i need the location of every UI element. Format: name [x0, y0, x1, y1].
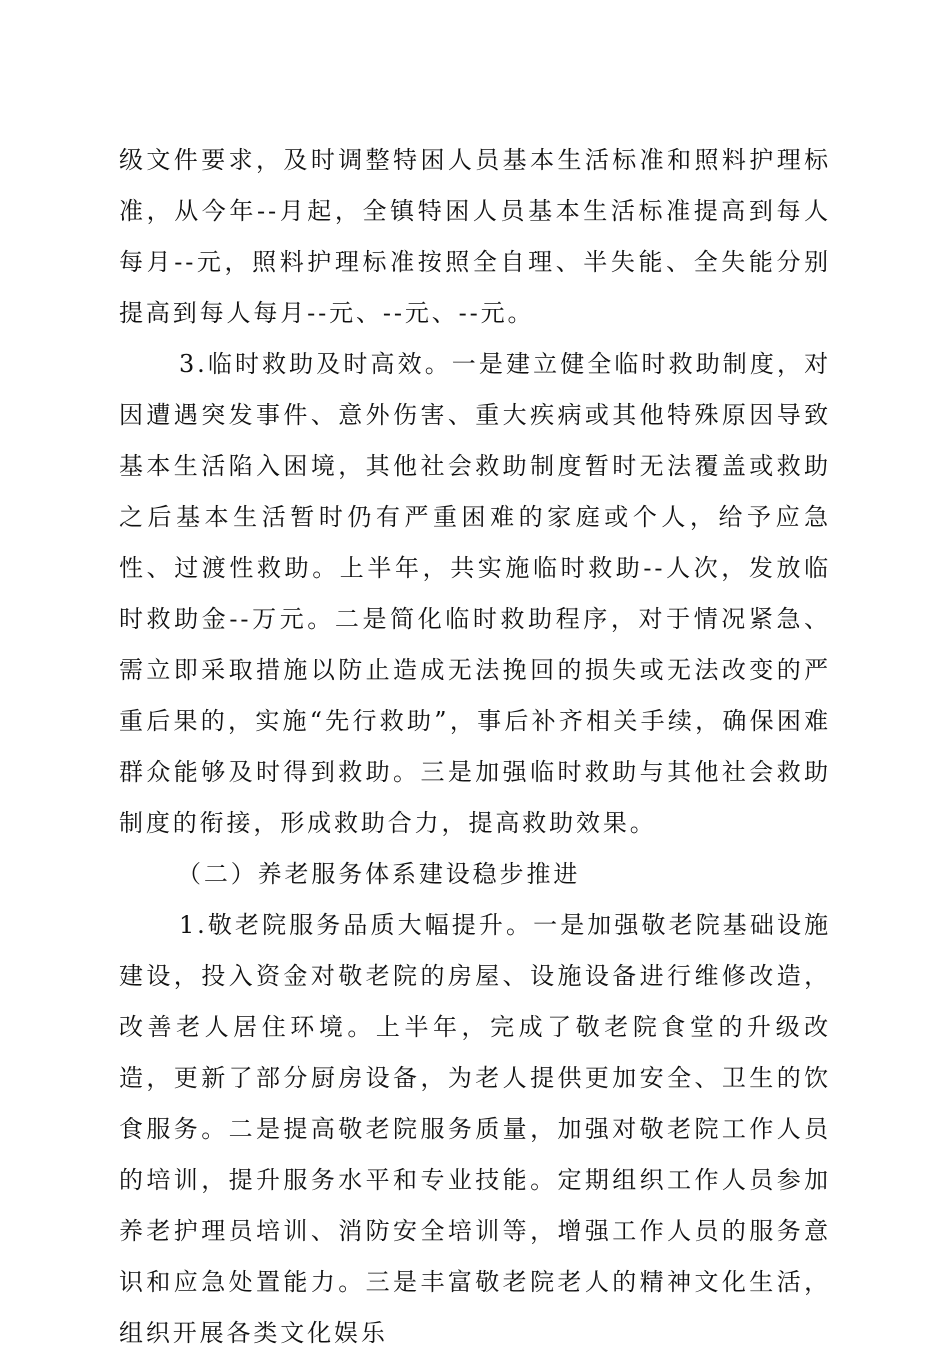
paragraph-nursing-home: 1.敬老院服务品质大幅提升。一是加强敬老院基础设施建设，投入资金对敬老院的房屋、设施设备进行维修改造，改善老人居住环境。上半年，完成了敬老院食堂的升级改造，更新了部分厨房设备，为老人提供更加安全、卫生的饮食服务。二是提高敬老院服务质量，加强对敬老院工作人员的培训，提升服务水平和专业技能。定期组织工作人员参加养老护理员培训、消防安全培训等，增强工作人员的服务意识和应急处置能力。三是丰富敬老院老人的精神文化生活，组织开展各类文化娱乐	[119, 911, 831, 1347]
section-heading-elderly-care: （二）养老服务体系建设稳步推进	[177, 860, 581, 888]
paragraph-temporary-assistance: 3.临时救助及时高效。一是建立健全临时救助制度，对因遭遇突发事件、意外伤害、重大疾病或其他特殊原因导致基本生活陷入困境，其他社会救助制度暂时无法覆盖或救助之后基本生活暂时仍有严重困难的家庭或个人，给予应急性、过渡性救助。上半年，共实施临时救助--人次，发放临时救助金--万元。二是简化临时救助程序，对于情况紧急、需立即采取措施以防止造成无法挽回的损失或无法改变的严重后果的，实施“先行救助”，事后补齐相关手续，确保困难群众能够及时得到救助。三是加强临时救助与其他社会救助制度的衔接，形成救助合力，提高救助效果。	[119, 350, 831, 837]
paragraph-continued: 级文件要求，及时调整特困人员基本生活标准和照料护理标准，从今年--月起，全镇特困人员基本生活标准提高到每人每月--元，照料护理标准按照全自理、半失能、全失能分别提高到每人每月--元、--元、--元。	[119, 146, 831, 327]
document-body	[119, 135, 831, 1359]
